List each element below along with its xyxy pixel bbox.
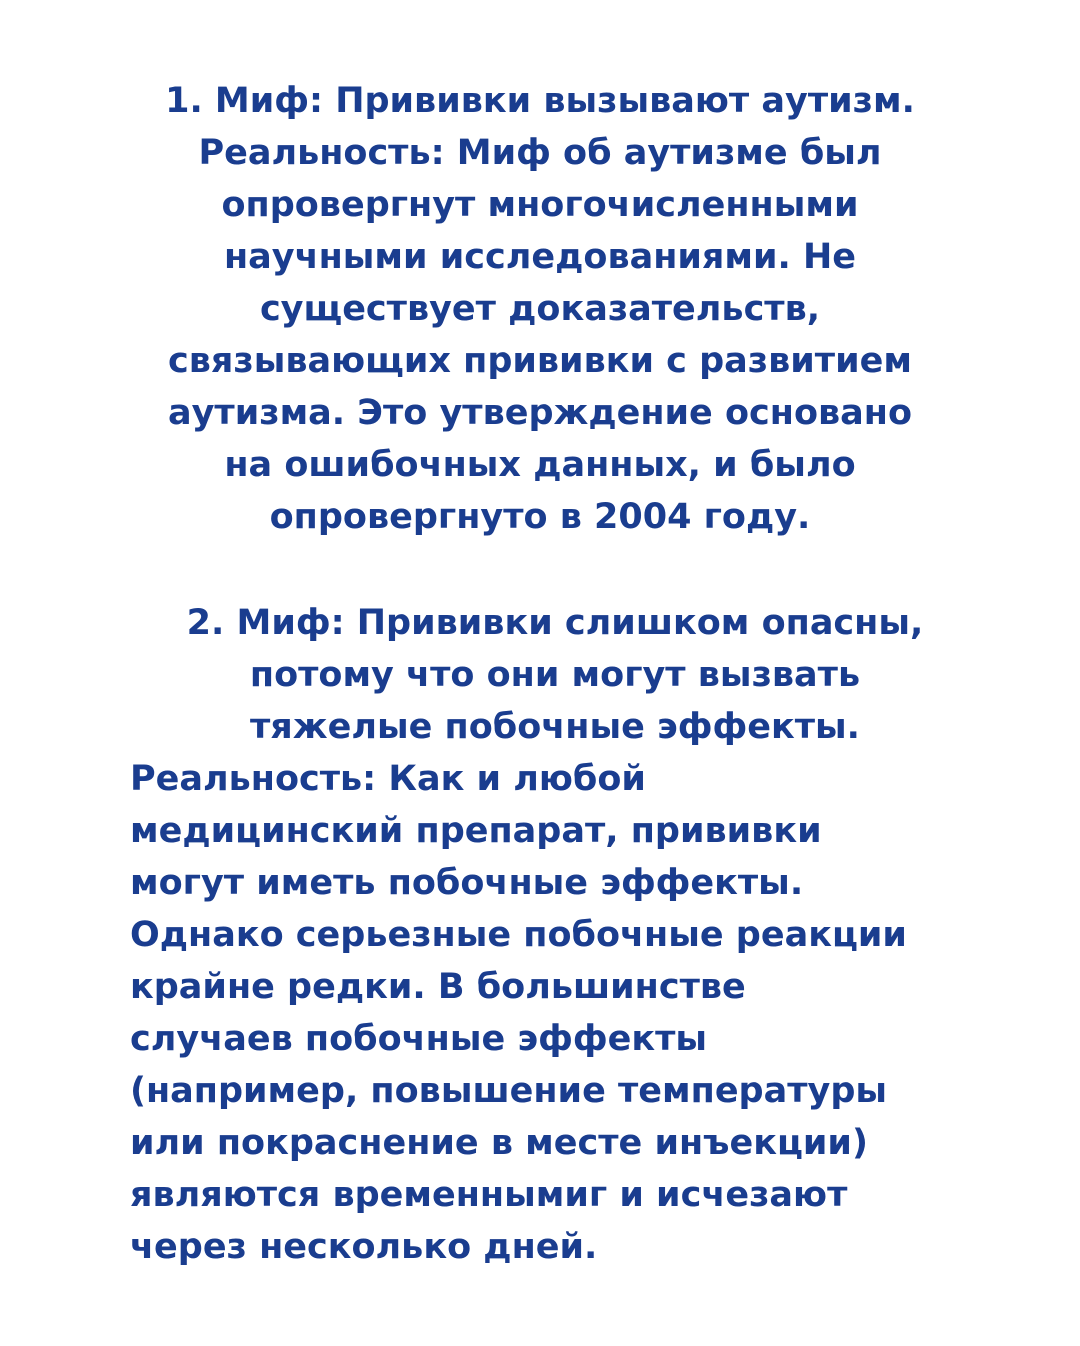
myth-1-line: опровергнуто в 2004 году. [269, 497, 811, 537]
myth-1-line: опровергнут многочисленными [221, 185, 859, 225]
myth-1-line: на ошибочных данных, и было [224, 445, 856, 485]
myth-1-line: связывающих прививки с развитием [168, 341, 912, 381]
myth-2-body [130, 753, 960, 1273]
myth-1-line: 1. Миф: Прививки вызывают аутизм. [165, 81, 915, 121]
myth-1-line: аутизма. Это утверждение основано [167, 393, 912, 433]
myth-2-heading-line: 2. Миф: Прививки слишком опасны, [186, 603, 924, 643]
myth-2-body-line: Однако серьезные побочные реакции [130, 915, 907, 955]
myth-2-body-line: могут иметь побочные эффекты. [130, 863, 804, 903]
myth-1-line: существует доказательств, [259, 289, 821, 329]
myth-2-body-line: случаев побочные эффекты [130, 1019, 708, 1059]
myth-2-body-line: являются временнымиг и исчезают [130, 1175, 848, 1215]
myth-2-body-line: или покраснение в месте инъекции) [130, 1123, 868, 1163]
myth-2-heading-line: потому что они могут вызвать [249, 655, 861, 695]
myth-2-heading-line: тяжелые побочные эффекты. [250, 707, 860, 747]
myth-1-line: Реальность: Миф об аутизме был [198, 133, 882, 173]
myth-2-body-line: крайне редки. В большинстве [130, 967, 746, 1007]
myth-1-block [120, 75, 960, 543]
myth-2-heading [120, 597, 960, 753]
myth-1-line: научными исследованиями. Не [223, 237, 857, 277]
myth-2-body-line: Реальность: Как и любой [130, 759, 646, 799]
myth-2-body-line: (например, повышение температуры [130, 1071, 888, 1111]
myth-2-body-line: через несколько дней. [130, 1227, 598, 1267]
myth-2-body-line: медицинский препарат, прививки [130, 811, 822, 851]
